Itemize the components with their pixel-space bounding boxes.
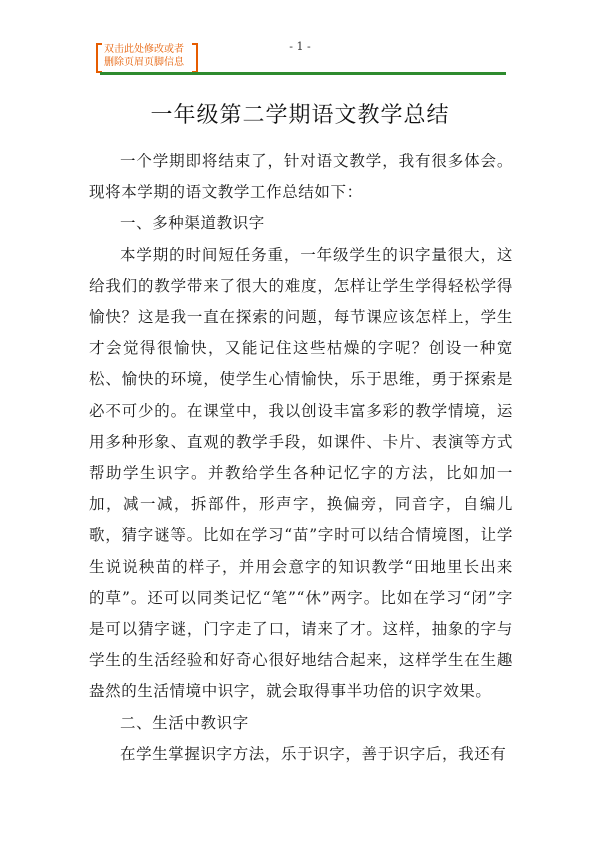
header-edit-note[interactable] bbox=[102, 43, 192, 71]
section-heading-2: 二、生活中教识字 bbox=[120, 713, 249, 732]
document-title: 一年级第二学期语文教学总结 bbox=[150, 103, 450, 128]
section-paragraph-1: 本学期的时间短任务重，一年级学生的识字量很大，这给我们的教学带来了很大的难度，怎样让学生学得轻松学得愉快？这是我一直在探索的问题，每节课应该怎样上，学生才会觉得很愉快，又能记住这些枯燥的字呢？创设一种宽松、愉快的环境，使学生心情愉快，乐于思维，勇于探索是必不可少的。在课堂中，我以创设丰富多彩的教学情境，运用多种形象、直观的教学手段，如课件、卡片、表演等方式帮助学生识字。并教给学生各种记忆字的方法，比如加一加，减一减，拆部件，形声字，换偏旁，同音字，自编儿歌，猜字谜等。比如在学习“苗”字时可以结合情境图，让学生说说秧苗的样子，并用会意字的知识教学“田地里长出来的草”。还可以同类记忆“笔”“休”两字。比如在学习“闭”字是可以猜字谜，门字走了口，请来了才。这样，抽象的字与学生的生活经验和好奇心很好地结合起来，这样学生在生趣盎然的生活情境中识字，就会取得事半功倍的识字效果。 bbox=[89, 245, 513, 701]
intro-paragraph: 一个学期即将结束了，针对语文教学，我有很多体会。现将本学期的语文教学工作总结如下： bbox=[89, 152, 513, 202]
bracket-left bbox=[96, 43, 102, 73]
page-number: - 1 - bbox=[289, 40, 311, 53]
page-header bbox=[0, 0, 600, 80]
header-note-line-2: 删除页眉页脚信息 bbox=[104, 57, 184, 68]
header-divider bbox=[100, 72, 506, 75]
header-note-line-1: 双击此处修改或者 bbox=[104, 44, 184, 55]
document-body bbox=[89, 146, 513, 770]
section-paragraph-2: 在学生掌握识字方法，乐于识字，善于识字后，我还有 bbox=[120, 744, 507, 763]
section-heading-1: 一、多种渠道教识字 bbox=[120, 214, 265, 233]
bracket-right bbox=[192, 43, 198, 73]
